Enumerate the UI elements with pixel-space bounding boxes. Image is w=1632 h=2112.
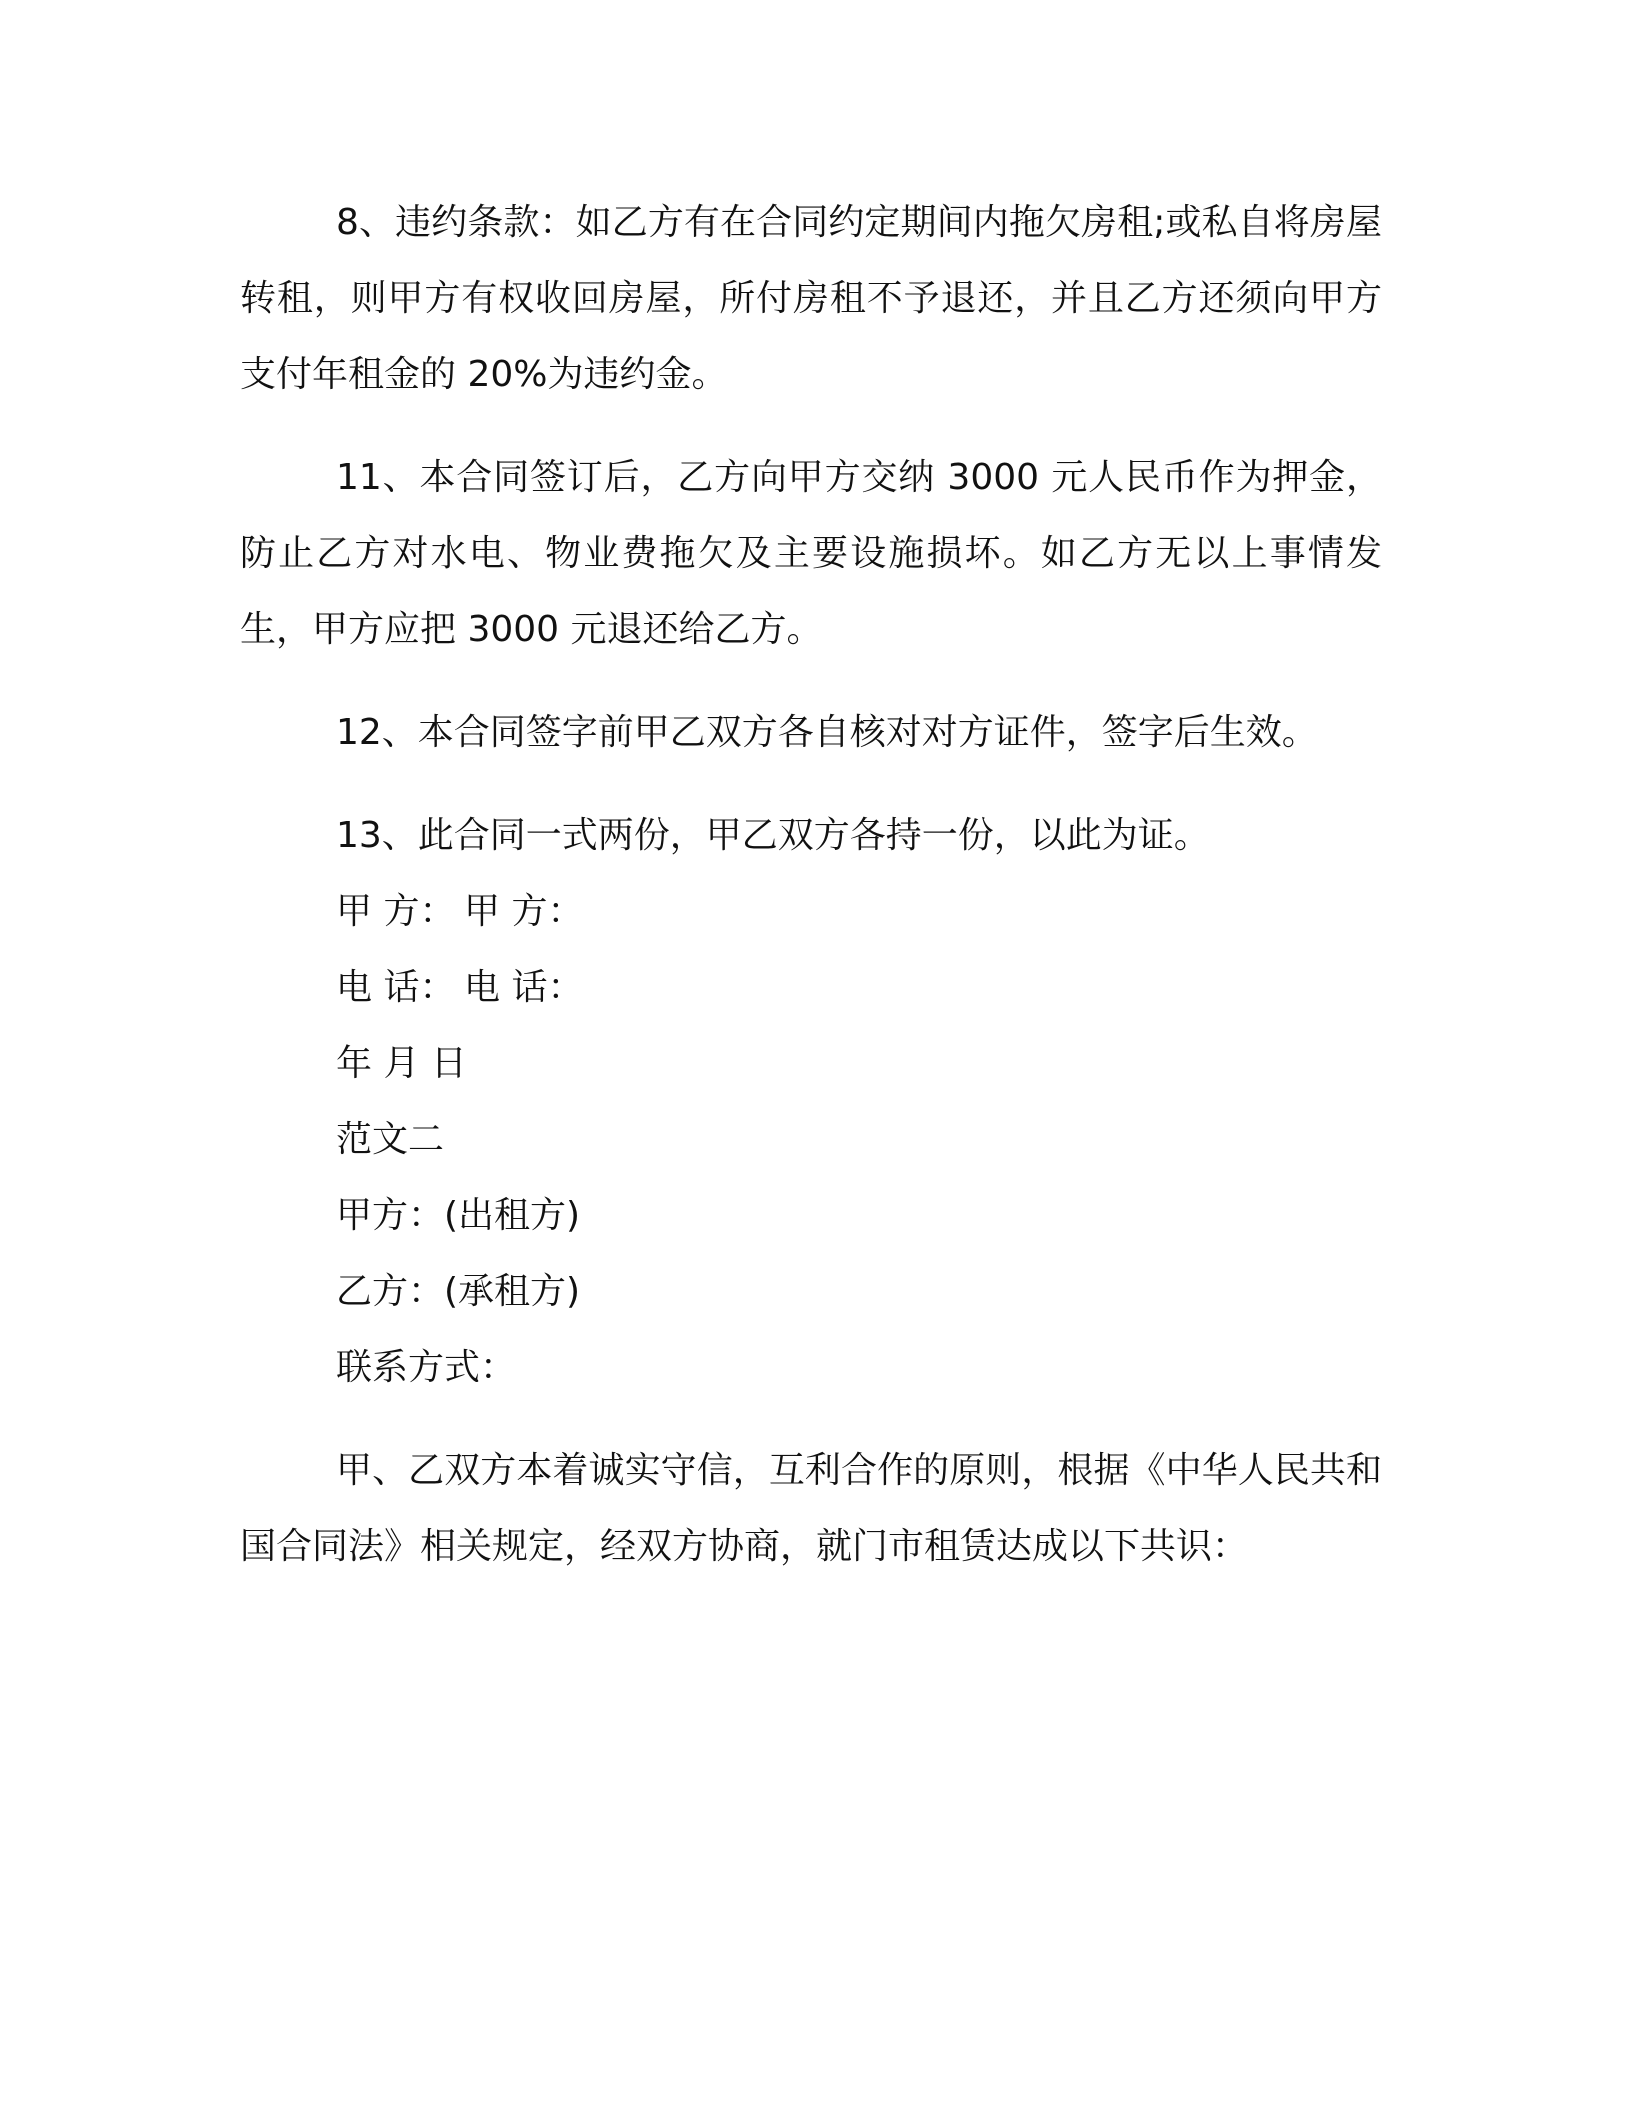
sample-2-party-a: 甲方：(出租方) — [336, 1195, 581, 1236]
phone-signature-line — [240, 950, 1382, 1026]
phone-right-label: 电 话： — [464, 967, 584, 1008]
clause-13-paragraph: 13、此合同一式两份，甲乙双方各持一份，以此为证。 — [336, 815, 1210, 856]
party-a-signature-line — [240, 874, 1382, 950]
sample-2-contact: 联系方式： — [336, 1347, 517, 1388]
party-a-left-label: 甲 方： — [336, 891, 456, 932]
clause-11-paragraph: 11、本合同签订后，乙方向甲方交纳 3000 元人民币作为押金，防止乙方对水电、物业费拖欠及主要设施损坏。如乙方无以上事情发生，甲方应把 3000 元退还给乙方。 — [240, 457, 1382, 650]
document-body — [240, 185, 1382, 1585]
clause-8-paragraph: 8、违约条款：如乙方有在合同约定期间内拖欠房租;或私自将房屋转租，则甲方有权收回房屋，所付房租不予退还，并且乙方还须向甲方支付年租金的 20%为违约金。 — [240, 202, 1382, 395]
sample-2-party-b: 乙方：(承租方) — [336, 1271, 581, 1312]
sample-2-heading: 范文二 — [336, 1119, 445, 1160]
sample-2-intro-paragraph: 甲、乙双方本着诚实守信，互利合作的原则，根据《中华人民共和国合同法》相关规定，经双方协商，就门市租赁达成以下共识： — [240, 1450, 1382, 1567]
phone-left-label: 电 话： — [336, 967, 456, 1008]
party-a-right-label: 甲 方： — [464, 891, 584, 932]
date-line: 年 月 日 — [336, 1043, 467, 1084]
clause-12-paragraph: 12、本合同签字前甲乙双方各自核对对方证件，签字后生效。 — [336, 712, 1318, 753]
